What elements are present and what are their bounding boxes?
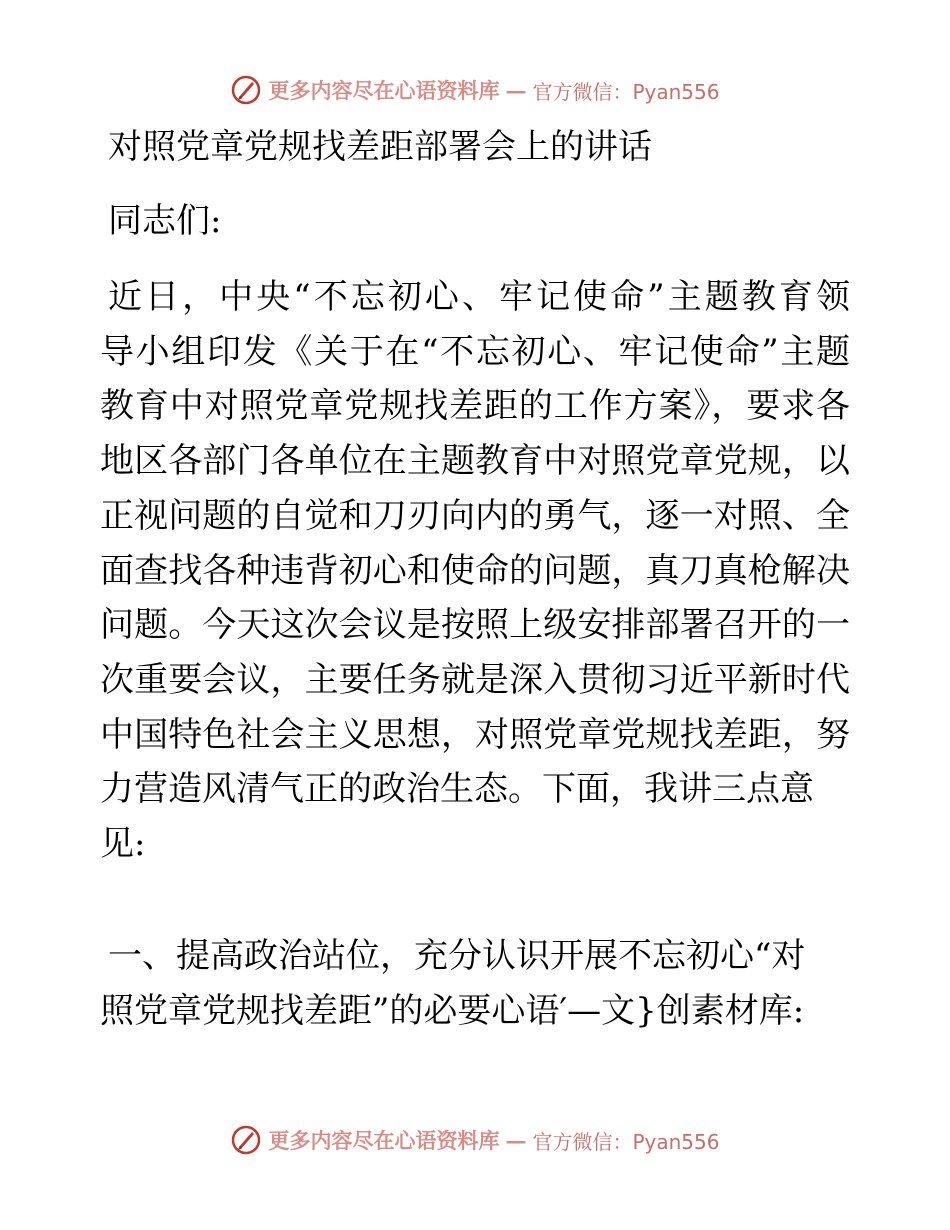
paragraph-line: 见: [100, 824, 146, 865]
paragraph-line: 正视问题的自觉和刀刃向内的勇气，逐一对照、全 [100, 495, 850, 536]
paragraph-line: 照党章党规找差距”的必要心语′—文}创素材库: [100, 990, 805, 1031]
paragraph-line: 教育中对照党章党规找差距的工作方案》，要求各 [100, 386, 850, 427]
section-heading-1 [100, 929, 850, 1038]
paragraph-line: 中国特色社会主义思想，对照党章党规找差距，努 [100, 714, 850, 755]
paragraph-line: 一、提高政治站位，充分认识开展不忘初心“对 [108, 936, 806, 976]
quill-pen-logo-icon [230, 74, 262, 106]
banner-contact: 官方微信：Pyan556 [532, 1129, 720, 1154]
paragraph-line: 地区各部门各单位在主题教育中对照党章党规，以 [100, 441, 850, 482]
document-title: 对照党章党规找差距部署会上的讲话 [108, 127, 652, 167]
banner-contact: 官方微信：Pyan556 [532, 79, 720, 104]
paragraph-line: 面查找各种违背初心和使命的问题，真刀真枪解决 [100, 550, 850, 591]
paragraph-line: 近日，中央“不忘初心、牢记使命”主题教育领 [108, 277, 850, 317]
quill-pen-logo-icon [230, 1124, 262, 1156]
banner-text: 更多内容尽在心语资料库 [268, 1128, 500, 1153]
footer-banner [0, 1120, 950, 1160]
banner-separator: — [505, 77, 527, 103]
paragraph-line: 力营造风清气正的政治生态。下面，我讲三点意 [100, 769, 814, 810]
paragraph-line: 次重要会议，主要任务就是深入贯彻习近平新时代 [100, 659, 850, 700]
body-paragraph-1 [100, 270, 850, 872]
salutation: 同志们: [108, 201, 222, 241]
header-banner [0, 70, 950, 110]
banner-text: 更多内容尽在心语资料库 [268, 78, 500, 103]
paragraph-line: 问题。今天这次会议是按照上级安排部署召开的一 [100, 605, 850, 646]
banner-separator: — [505, 1127, 527, 1153]
paragraph-line: 导小组印发《关于在“不忘初心、牢记使命”主题 [100, 331, 850, 372]
